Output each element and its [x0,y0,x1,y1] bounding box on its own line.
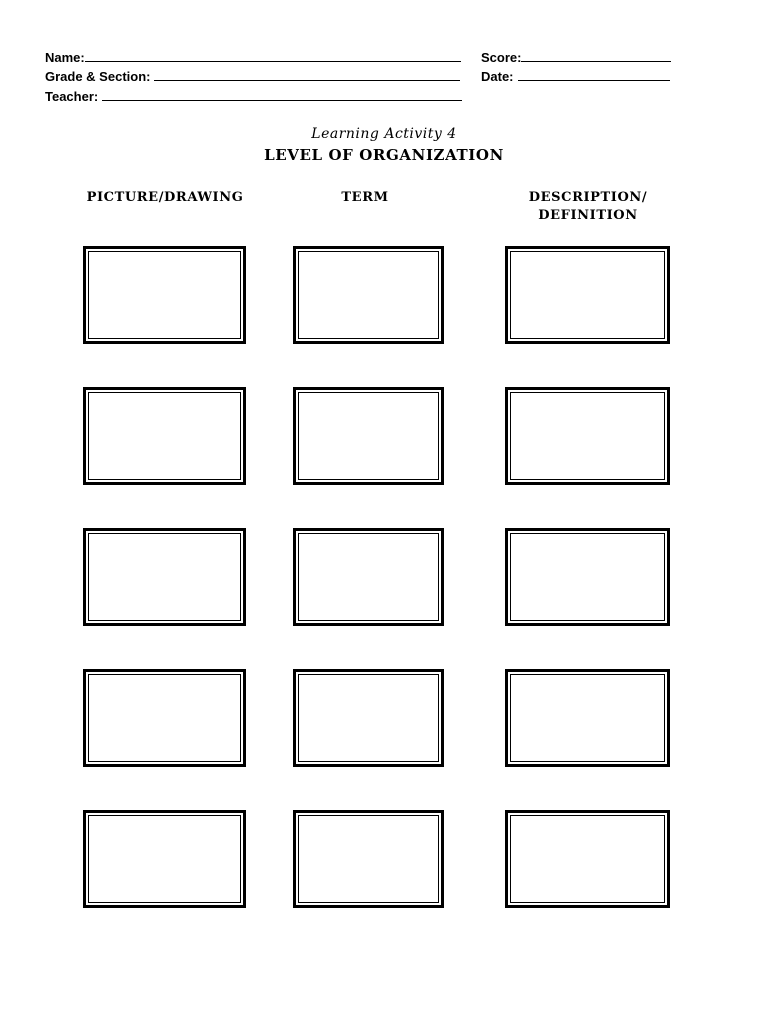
column-header-picture: PICTURE/DRAWING [86,190,244,205]
score-label: Score: [481,50,522,65]
description-box[interactable] [505,528,670,626]
teacher-field[interactable] [45,87,462,106]
term-box[interactable] [293,669,444,767]
grade-section-field[interactable] [45,67,460,86]
grade-section-line[interactable] [154,67,460,81]
grade-section-label: Grade & Section: [45,69,151,84]
term-box[interactable] [293,246,444,344]
description-box[interactable] [505,669,670,767]
picture-box[interactable] [83,528,246,626]
activity-subtitle: Learning Activity 4 [311,126,457,142]
teacher-line[interactable] [102,87,462,101]
column-header-description [500,189,676,225]
description-box[interactable] [505,387,670,485]
teacher-label: Teacher: [45,89,99,104]
picture-box[interactable] [83,246,246,344]
name-field[interactable] [45,48,461,67]
date-field[interactable] [481,67,670,86]
picture-box[interactable] [83,387,246,485]
name-line[interactable] [85,48,461,62]
score-line[interactable] [521,48,671,62]
picture-box[interactable] [83,669,246,767]
description-box[interactable] [505,810,670,908]
column-header-description-line: DESCRIPTION/ [528,190,648,205]
description-box[interactable] [505,246,670,344]
term-box[interactable] [293,810,444,908]
name-label: Name: [45,50,85,65]
term-box[interactable] [293,528,444,626]
term-box[interactable] [293,387,444,485]
column-header-term: TERM [341,190,389,205]
column-header-description-line: DEFINITION [538,208,638,223]
picture-box[interactable] [83,810,246,908]
date-line[interactable] [518,67,670,81]
score-field[interactable] [481,48,671,67]
activity-title: LEVEL OF ORGANIZATION [264,146,504,164]
date-label: Date: [481,69,514,84]
